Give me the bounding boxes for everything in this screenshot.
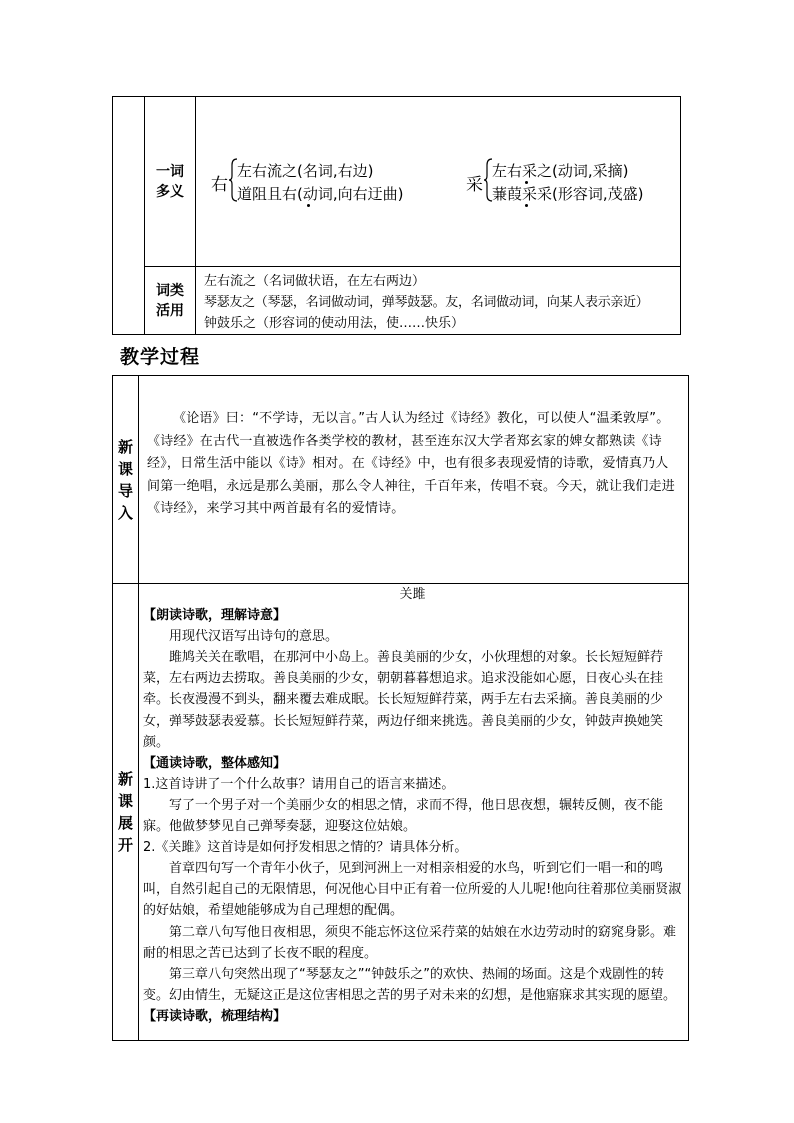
label-char: 新 bbox=[117, 770, 133, 788]
usage-line: 琴瑟友之（琴瑟，名词做动词，弹琴鼓瑟。友，名词做动词，向某人表示亲近） bbox=[204, 295, 649, 310]
prompt-text: 用现代汉语写出诗句的意思。 bbox=[169, 629, 339, 645]
emphasis-dot bbox=[307, 204, 310, 207]
blank-cell bbox=[113, 97, 145, 335]
word-char-cai: 采 bbox=[466, 175, 483, 195]
label-char: 入 bbox=[117, 503, 133, 522]
answer-text: 第二章八句写他日夜相思，须臾不能忘怀这位采荇菜的姑娘在水边劳动时的窈窕身影。难耐的相思之苦已达到了长夜不眠的程度。 bbox=[143, 924, 677, 961]
multi-meaning-label bbox=[145, 97, 196, 267]
word1-meaning2: 道阻且右(动词,向右迂曲) bbox=[237, 185, 404, 203]
emphasis-dot bbox=[525, 181, 528, 184]
answer-text: 第三章八句突然出现了“琴瑟友之”“钟鼓乐之”的欢快、热闹的场面。这是个戏剧性的转变。幻由情生，无疑这正是这位害相思之苦的男子对未来的幻想，是他寤寐求其实现的愿望。 bbox=[143, 966, 677, 1003]
question-text: 1.这首诗讲了一个什么故事？请用自己的语言来描述。 bbox=[143, 776, 455, 792]
intro-label bbox=[113, 376, 139, 584]
label-char: 课 bbox=[117, 459, 133, 478]
label-char: 课 bbox=[117, 792, 133, 810]
usage-label-line2: 活用 bbox=[156, 302, 184, 319]
multi-meaning-cell bbox=[196, 97, 681, 267]
multi-label-line2: 多义 bbox=[156, 183, 184, 200]
usage-line: 左右流之（名词做状语，在左右两边） bbox=[204, 274, 426, 289]
answer-text: 写了一个男子对一个美丽少女的相思之情，求而不得，他日思夜想，辗转反侧，夜不能寐。他做梦梦见自己弹琴奏瑟，迎娶这位姑娘。 bbox=[143, 797, 664, 835]
usage-cell bbox=[196, 267, 681, 335]
develop-content bbox=[139, 584, 689, 1041]
word2-meaning2: 蒹葭采采(形容词,茂盛) bbox=[492, 185, 644, 203]
develop-label bbox=[113, 584, 139, 1041]
section-heading: 【通读诗歌，整体感知】 bbox=[143, 755, 287, 771]
poem-title: 关雎 bbox=[399, 587, 426, 602]
section-title: 教学过程 bbox=[120, 346, 201, 368]
label-char: 开 bbox=[117, 836, 133, 854]
usage-label-line1: 词类 bbox=[156, 282, 184, 299]
question-text: 2.《关雎》这首诗是如何抒发相思之情的？请具体分析。 bbox=[143, 840, 468, 856]
answer-text: 首章四句写一个青年小伙子，见到河洲上一对相亲相爱的水鸟，听到它们一唱一和的鸣叫，自然引起自己的无限情思，何况他心目中正有着一位所爱的人儿呢!他向往着那位美丽贤淑的好姑娘，希望她能够成为自己理想的配偶。 bbox=[143, 861, 682, 919]
vocab-table bbox=[112, 96, 681, 335]
translation-text: 雎鸠关关在歌唱，在那河中小岛上。善良美丽的少女，小伙理想的对象。长长短短鲜荇菜，左右两边去捞取。善良美丽的少女，朝朝暮暮想追求。追求没能如心愿，日夜心头在挂牵。长夜漫漫不到头，翻来覆去难成眠。长长短短鲜荇菜，两手左右去采摘。善良美丽的少女，弹琴鼓瑟表爱慕。长长短短鲜荇菜，两边仔细来挑选。善良美丽的少女，钟鼓声换她笑颜。 bbox=[143, 650, 664, 750]
section-heading: 【再读诗歌，梳理结构】 bbox=[143, 1008, 287, 1024]
label-char: 展 bbox=[117, 814, 133, 832]
word2-meaning1: 左右采之(动词,采摘) bbox=[492, 162, 629, 180]
word1-meaning1: 左右流之(名词,右边) bbox=[237, 162, 374, 180]
word-char-you: 右 bbox=[211, 175, 228, 195]
emphasis-dot bbox=[525, 204, 528, 207]
process-table bbox=[112, 375, 689, 1041]
usage-line: 钟鼓乐之（形容词的使动用法，使……快乐） bbox=[204, 316, 465, 331]
label-char: 新 bbox=[117, 437, 133, 456]
multi-label-line1: 一词 bbox=[156, 163, 184, 180]
usage-label bbox=[145, 267, 196, 335]
label-char: 导 bbox=[117, 481, 133, 500]
intro-text: 《论语》曰：“不学诗，无以言。”古人认为经过《诗经》教化，可以使人“温柔敦厚”。《诗经》在古代一直被选作各类学校的教材，甚至连东汉大学者郑玄家的婢女都熟读《诗经》，日常生活中能以《诗》相对。在《诗经》中，也有很多表现爱情的诗歌，爱情真乃人间第一绝唱，永远是那么美丽，那么令人神往，千百年来，传唱不衰。今天，就让我们走进《诗经》，来学习其中两首最有名的爱情诗。 bbox=[139, 376, 689, 584]
section-heading: 【朗读诗歌，理解诗意】 bbox=[143, 608, 287, 624]
